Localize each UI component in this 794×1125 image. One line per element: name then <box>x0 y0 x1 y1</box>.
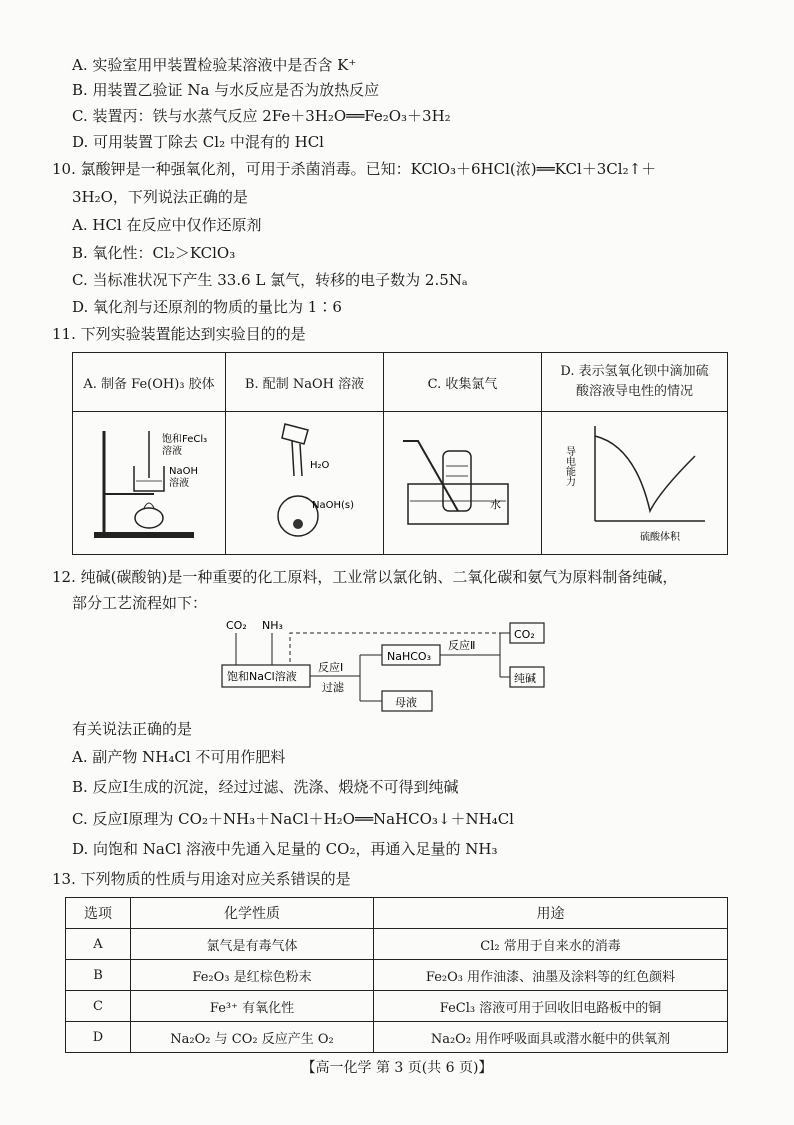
q10-stem-line2: 3H₂O，下列说法正确的是 <box>72 188 248 206</box>
q11-figure-a <box>73 412 226 555</box>
flow-co2: CO₂ <box>226 619 247 632</box>
iron-stand-apparatus-figure <box>74 416 224 546</box>
q13-row-a-property: 氯气是有毒气体 <box>131 929 374 960</box>
q13-row-c-property: Fe³⁺ 有氧化性 <box>131 991 374 1022</box>
flow-r2: 反应Ⅱ <box>448 639 476 652</box>
d-xlabel: 硫酸体积 <box>639 532 680 543</box>
q10-stem-line1: 10. 氯酸钾是一种强氧化剂，可用于杀菌消毒。已知：KClO₃＋6HCl(浓)══KCl＋3Cl₂↑＋ <box>52 160 657 178</box>
q9-option-a: A. 实验室用甲装置检验某溶液中是否含 K⁺ <box>72 56 357 74</box>
q13-row-c-use: FeCl₃ 溶液可用于回收旧电路板中的铜 <box>374 991 728 1022</box>
volumetric-flask-figure <box>230 416 380 546</box>
q12-stem-line1: 12. 纯碱(碳酸钠)是一种重要的化工原料，工业常以氯化钠、二氧化碳和氨气为原料制备纯碱， <box>52 568 678 586</box>
q11-table <box>72 352 728 555</box>
q9-option-c: C. 装置丙：铁与水蒸气反应 2Fe＋3H₂O══Fe₂O₃＋3H₂ <box>72 107 451 125</box>
q12-stem-line2: 部分工艺流程如下： <box>72 594 208 612</box>
q13-row-b-option: B <box>66 960 131 991</box>
q13-row-d-use: Na₂O₂ 用作呼吸面具或潜水艇中的供氧剂 <box>374 1022 728 1053</box>
q11-header-d-line1: D. 表示氢氧化钡中滴加硫 <box>560 364 709 379</box>
gas-collection-figure <box>388 416 538 546</box>
q13-stem: 13. 下列物质的性质与用途对应关系错误的是 <box>52 870 351 888</box>
conductivity-graph <box>555 416 715 546</box>
q13-row-a-use: Cl₂ 常用于自来水的消毒 <box>374 929 728 960</box>
table-row <box>66 1022 728 1053</box>
q10-option-d: D. 氧化剂与还原剂的物质的量比为 1∶6 <box>72 298 342 316</box>
q11-header-b: B. 配制 NaOH 溶液 <box>226 353 384 412</box>
q11-figure-d <box>542 412 728 555</box>
q9-option-b: B. 用装置乙验证 Na 与水反应是否为放热反应 <box>72 81 380 99</box>
flow-nacl: 饱和NaCl溶液 <box>227 670 297 683</box>
q10-option-b: B. 氧化性：Cl₂＞KClO₃ <box>72 244 236 262</box>
q13-header-option: 选项 <box>66 898 131 929</box>
a-fecl3-label: 饱和FeCl₃ <box>162 434 208 445</box>
flow-r1: 反应Ⅰ <box>318 661 344 674</box>
flow-nh3: NH₃ <box>262 619 283 632</box>
q13-row-d-property: Na₂O₂ 与 CO₂ 反应产生 O₂ <box>131 1022 374 1053</box>
q9-option-d: D. 可用装置丁除去 Cl₂ 中混有的 HCl <box>72 133 324 151</box>
table-row <box>66 960 728 991</box>
a-naoh-label: NaOH <box>169 466 198 477</box>
q12-option-d: D. 向饱和 NaCl 溶液中先通入足量的 CO₂，再通入足量的 NH₃ <box>72 840 498 858</box>
q11-header-d <box>542 353 728 412</box>
q13-header-property: 化学性质 <box>131 898 374 929</box>
a-naoh-label-2: 溶液 <box>169 478 189 489</box>
q11-header-d-line2: 酸溶液导电性的情况 <box>575 384 693 399</box>
q13-row-c-option: C <box>66 991 131 1022</box>
b-water-label: H₂O <box>309 460 329 471</box>
q13-header-use: 用途 <box>374 898 728 929</box>
q10-option-a: A. HCl 在反应中仅作还原剂 <box>72 216 262 234</box>
flow-mother: 母液 <box>395 696 417 709</box>
q12-sub-stem: 有关说法正确的是 <box>72 720 193 738</box>
table-row <box>66 929 728 960</box>
flow-filter: 过滤 <box>322 681 344 694</box>
flow-soda: 纯碱 <box>514 672 536 685</box>
q12-option-b: B. 反应Ⅰ生成的沉淀，经过过滤、洗涤、煅烧不可得到纯碱 <box>72 778 459 796</box>
q12-option-a: A. 副产物 NH₄Cl 不可用作肥料 <box>72 748 286 766</box>
q13-row-d-option: D <box>66 1022 131 1053</box>
page-footer: 【高一化学 第 3 页(共 6 页)】 <box>301 1060 493 1076</box>
q13-row-b-use: Fe₂O₃ 用作油漆、油墨及涂料等的红色颜料 <box>374 960 728 991</box>
q13-row-a-option: A <box>66 929 131 960</box>
table-row <box>66 991 728 1022</box>
d-ylabel: 导电能力 <box>563 446 574 486</box>
flow-co2-out: CO₂ <box>514 628 535 641</box>
c-water-label: 水 <box>489 498 501 511</box>
q11-stem: 11. 下列实验装置能达到实验目的的是 <box>52 325 306 343</box>
q10-option-c: C. 当标准状况下产生 33.6 L 氯气，转移的电子数为 2.5Nₐ <box>72 271 468 289</box>
b-naoh-label: NaOH(s) <box>311 500 354 511</box>
q11-header-c: C. 收集氯气 <box>384 353 542 412</box>
q11-figure-b <box>226 412 384 555</box>
flow-nahco3: NaHCO₃ <box>387 650 431 663</box>
q13-table <box>65 897 728 1053</box>
q12-option-c: C. 反应Ⅰ原理为 CO₂＋NH₃＋NaCl＋H₂O══NaHCO₃↓＋NH₄Cl <box>72 810 514 828</box>
q13-row-b-property: Fe₂O₃ 是红棕色粉末 <box>131 960 374 991</box>
q12-flow-diagram <box>210 615 570 715</box>
q11-figure-c <box>384 412 542 555</box>
a-fecl3-label-2: 溶液 <box>162 446 182 457</box>
q11-header-a: A. 制备 Fe(OH)₃ 胶体 <box>73 353 226 412</box>
